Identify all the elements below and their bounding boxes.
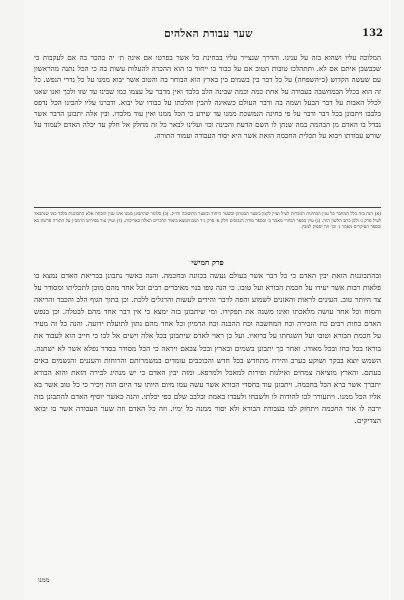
- separator-rule: [34, 207, 381, 208]
- footnotes-text: (א) הנה בזה כלל המחבר כל ענין הבחינות הנזכרות לעיל ועיין לקמן בשער הבטחון ובשער היחוד ובשער התשובה ודו״ק. (ב) כלומר שהתבונן ממנו אינו ענין הוכחה אלא התבוננות בלבד כמו שנתבאר לעיל פרק ג׳ ולכן כתב הלשון הזה. (ג) עיין בספר הכוזרי מאמר ב׳ ובספר מורה הנבוכים חלק א׳ פרק נ״ד ושם תמצא ביאור הדברים האלה באריכות. (ד) ועיין עוד בפירוש הרמב״ן על התורה פרשת בא ובספר העיקרים מאמר ג׳ וכו׳ וזה יספיק למבין.: [34, 212, 381, 231]
- catchword: ממנו: [38, 576, 50, 584]
- book-page: [24, 0, 391, 600]
- running-title: שער עבודת האלהים: [164, 28, 253, 40]
- upper-paragraph: המלוכה עליו ושהוא בזה על ענינו. והדרך שנצייר עליו בבחינת כל אשר בפרטו אם אינה ת׳ יה בהכר בה אם לעקבות כי שכבשבן איתם אם לא. ותתהלכו טובות הטוב אם על כבוד בו ייחוד בו הוא ההכרה להעלות עשות בה כי הכל נתנה מהראשון עם שעשה הקדוש (כ״השפחה) על כל דבר בין בשמים בין בארץ הוא הבוחר בה והטוב אשר יבוא ממנו על כל גדרי הנפש. כל זה הוא בכלל הבמחשבה בעבודה על אחת כמה וכמה שבינה הלב בלבד ואין מדבר על עצמו כמו שבינו עד שזו ולכך ואנו שאנו לכלל האבות על דבר הבעל ושמה בה ודבר העולם כשאיגה להבין והלכתו על כבודו של יבוא. ודברנו עליו להבינו הכל נדפס בלבבו ויתבונן בכל דבר ודבר על פי בחינה הנמשכת ממנו עד שידע כי הכל ממנו ואין עוד מלבדו. ובין אלה יתבונן הדבר אשר נבדל בו האדם מן הבהמה במה שנתן לו השם הדעת והבינה וכו׳ ועלינו לבאר כל זה מחלק אל חלק עד יכלה האדם לעמוד על שורש עבודתו ויבוא על תכלית החכמה הזאת אשר היא יסוד העבודה ועמוד התורה.: [34, 53, 381, 141]
- footnotes-block: [34, 212, 381, 232]
- main-text-block: [34, 270, 381, 427]
- page-number: 132: [362, 28, 383, 39]
- chapter-subheading: פרק חמישי: [191, 258, 224, 267]
- running-header: [34, 28, 383, 44]
- main-paragraph: ובהתבוננות הזאת יבין האדם כי כל דבר אשר בעולם נעשה בכוונה ובחכמה. והנה כאשר נתבונן בבריאת האדם נמצא בו פלאות רבות אשר יעידו על חכמת הבורא ועל טובו. כי הנה גופו בנוי מאיברים רבים וכל אחד מהם מוכן לתכליתו ומסודר על צד היותר טוב. העינים לראות והאזנים לשמוע והפה לדבר והידים לעשות והרגלים ללכת. וכן בתוך הגוף הלב והכבד והריאה והמוח וכל אחד עושה מלאכתו ואינו משנה את תפקידו. ומי שיתבונן בזה ימצא כי אין דבר אחד מהם לבטלה. וכן בנפש האדם כחות רבים כח הזכירה וכח המחשבה וכח ההבנה וכח הדמיון וכל אחד מהם נתון לתועלת ידועה. והנה כל זה מעיד על חכמת הבורא וטובו ועל השגחתו על ברואיו. ועל כן ראוי לאדם שיתבונן בכל אלה וישים אל לבו כי חייב הוא לעבוד את בוראו בכל כחו ובכל מאודו. ואחר כך יתבונן בשמים ובארץ ובכל צבאם ויראה כי הכל מסודר בסדר נפלא אשר לא ישתנה. השמש יוצא בבקר ושוקע בערב והירח מתחדש בכל חדש והכוכבים עומדים במשמרותם והרוחות והעננים והגשמים באים בעתם. והארץ מוציאה צמחים ואילנות ופירות למאכל ולמרפא. ומזה יבין האדם כי יש מנהיג לבירה הזאת והוא הבורא יתברך אשר ברא הכל בחכמה. ויתבונן עוד בחסדי הבורא אשר עשה עמו מיום היותו עד היום הזה ויכיר כי כל טוב אשר בא אליו הכל ממנו. ויתעורר לבו להודות לו ולשבחו ולעבדו באמת ובלבב שלם כפי יכלתו. והנה כאשר יוסיף האדם להתבונן בזה ירבה לו אור החכמה ויתחזק לבו בעבודת הבורא ולא יסור ממנה כל ימיו. וזה כל האדם וזה שער העבודה אשר בו יבואו הצדיקים.: [34, 271, 381, 426]
- upper-text-block: [34, 52, 381, 142]
